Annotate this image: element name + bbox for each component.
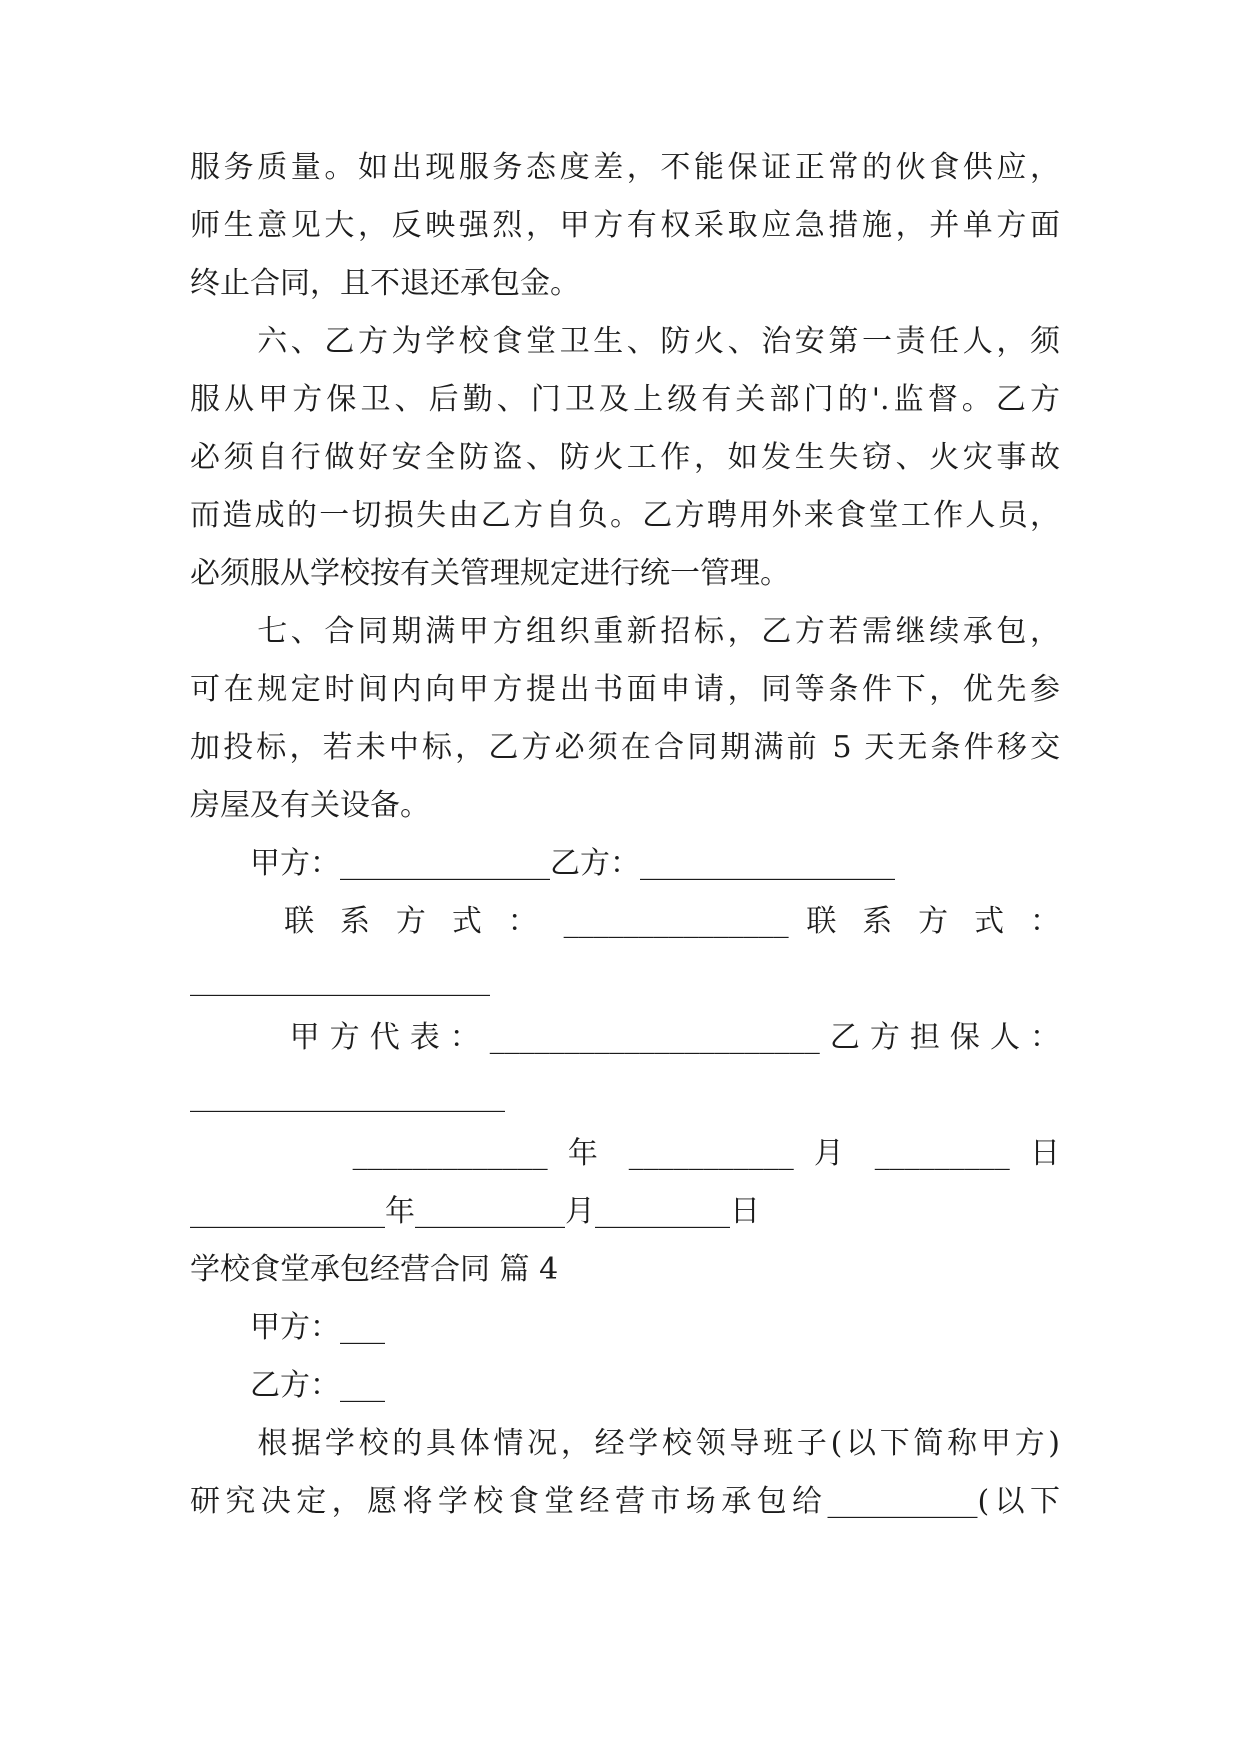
text-line: 房屋及有关设备。 (190, 788, 430, 823)
text-line: 必须服从学校按有关管理规定进行统一管理。 (190, 556, 790, 591)
text-line: 可在规定时间内向甲方提出书面申请，同等条件下，优先参 (190, 672, 1060, 707)
signature-line-representative: 甲方代表：______________________乙方担保人： (190, 1020, 1060, 1055)
text-line: 六、乙方为学校食堂卫生、防火、治安第一责任人，须 (190, 324, 1060, 359)
date-line: _____________年__________月_________日 (190, 1194, 760, 1229)
text-line: 根据学校的具体情况，经学校领导班子(以下简称甲方) (190, 1426, 1060, 1461)
signature-line-parties: 甲方：______________乙方：_________________ (190, 846, 895, 881)
text-line: 而造成的一切损失由乙方自负。乙方聘用外来食堂工作人员， (190, 498, 1060, 533)
text-line: 七、合同期满甲方组织重新招标，乙方若需继续承包， (190, 614, 1060, 649)
text-line: 师生意见大，反映强烈，甲方有权采取应急措施，并单方面 (190, 208, 1060, 243)
text-line: 终止合同，且不退还承包金。 (190, 266, 580, 301)
signature-line-guarantor-blank: _____________________ (190, 1078, 505, 1113)
text-line: 必须自行做好安全防盗、防火工作，如发生失窃、火灾事故 (190, 440, 1060, 475)
text-line: 服务质量。如出现服务态度差，不能保证正常的伙食供应， (190, 150, 1060, 185)
signature-line-contact: 联 系 方 式 ： _______________ 联 系 方 式 ： (190, 904, 1060, 939)
party-b-line: 乙方：___ (190, 1368, 385, 1403)
section-heading: 学校食堂承包经营合同 篇 4 (190, 1252, 559, 1287)
text-line: 加投标，若未中标，乙方必须在合同期满前 5 天无条件移交 (190, 730, 1060, 765)
text-line: 研究决定，愿将学校食堂经营市场承包给__________(以下 (190, 1484, 1060, 1519)
date-line: _____________ 年 ___________ 月 _________ 日 (190, 1136, 1060, 1171)
text-line: 服从甲方保卫、后勤、门卫及上级有关部门的'.监督。乙方 (190, 382, 1060, 417)
signature-line-contact-blank: ____________________ (190, 962, 490, 997)
party-a-line: 甲方：___ (190, 1310, 385, 1345)
